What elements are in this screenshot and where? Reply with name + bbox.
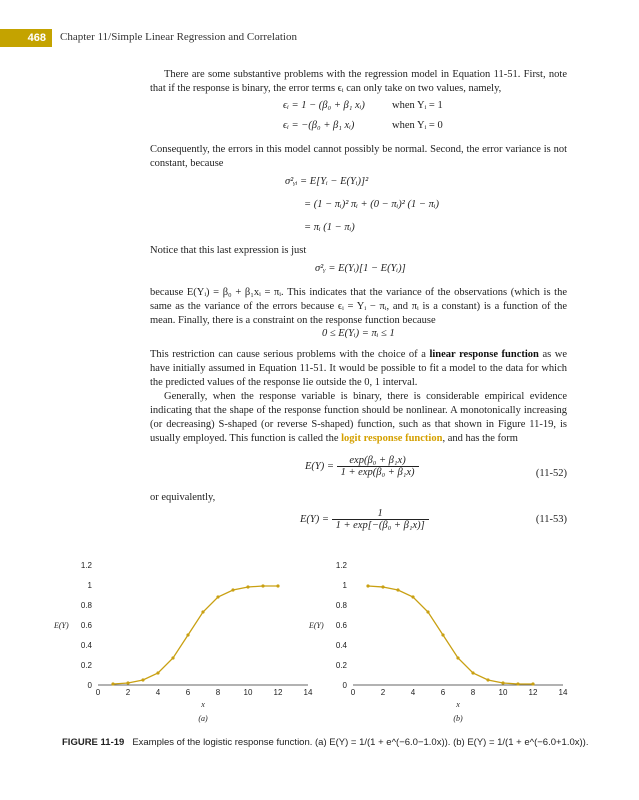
equation-11-53: E(Y) = $\frac{1}{\text{1 + exp[−(β₀ + β₁x)]}}$ [300,508,429,531]
chapter-title: Chapter 11/Simple Linear Regression and Correlation [60,31,297,43]
eq52-denominator: 1 + exp(β₀ + β₁x) [340,467,415,478]
y-tick-label: 0 [342,681,347,690]
eq52-numerator: exp(β₀ + β₁x) [337,455,419,467]
data-point [171,656,174,659]
x-tick-label: 0 [95,688,101,697]
x-tick-label: 14 [558,688,568,697]
y-tick-label: 0 [87,681,92,690]
y-tick-label: 0.6 [80,621,92,630]
data-point [261,584,264,587]
data-point [141,678,144,681]
y-tick-label: 0.8 [80,601,92,610]
x-tick-label: 14 [303,688,313,697]
x-tick-label: 6 [185,688,191,697]
data-point [531,682,534,685]
y-tick-label: 0.2 [80,661,92,670]
data-point [246,585,249,588]
error-condition-1: when Yᵢ = 1 [392,100,443,111]
linear-response-function-term: linear response function [429,349,539,360]
subfigure-label: (b) [453,714,463,723]
error-equation-2: ϵᵢ = −(β₀ + β₁ xᵢ) [283,120,355,131]
y-tick-label: 0.2 [335,661,347,670]
variance-expression: σ²ᵧ = E(Yᵢ)[1 − E(Yᵢ)] [315,263,406,274]
x-tick-label: 8 [470,688,476,697]
x-tick-label: 4 [155,688,161,697]
y-axis-label: E(Y) [54,621,69,630]
x-tick-label: 10 [498,688,508,697]
data-point [381,585,384,588]
data-point [516,682,519,685]
constraint-equation: 0 ≤ E(Yᵢ) = πᵢ ≤ 1 [322,328,395,339]
paragraph-2: Consequently, the errors in this model cannot possibly be normal. Second, the error variance is not constant, because [150,144,567,169]
x-tick-label: 0 [350,688,356,697]
figure-caption [62,737,588,748]
variance-equation-line-3: = πᵢ (1 − πᵢ) [304,222,355,233]
paragraph-6: Generally, when the response variable is binary, there is considerable empirical evidence indicating that the shape of the response function should be nonlinear. A monotonically increasing (or decreasing) S-shaped (or reverse S-shaped) function, such as that shown in Figure 11-19, is usually employed. This function is called the logit response function, and has the form [150,391,567,444]
x-tick-label: 4 [410,688,416,697]
logistic-chart-b [305,555,575,725]
data-point [471,671,474,674]
x-tick-label: 2 [380,688,386,697]
page-header [0,29,639,47]
data-point [231,588,234,591]
data-point [276,584,279,587]
error-equation-1: ϵᵢ = 1 − (β₀ + β₁ xᵢ) [283,100,365,111]
series-line [368,586,533,684]
equation-number-11-52: (11-52) [535,468,567,479]
figure-label: FIGURE 11-19 [62,737,125,748]
data-point [411,595,414,598]
figure-caption-text: Examples of the logistic response function. (a) E(Y) = 1/(1 + e^(−6.0−1.0x)). (b) E(Y) = 1/(1 + e^(−6.0+1.0x)). [132,737,589,748]
y-tick-label: 0.4 [80,641,92,650]
logistic-chart-a [50,555,320,725]
data-point [366,584,369,587]
paragraph-4: because E(Yᵢ) = β₀ + β₁xᵢ = πᵢ. This indicates that the variance of the observations (which is the same as the variance of the errors because ϵᵢ = Yᵢ − πᵢ, and πᵢ is a constant) is a function of the mean. Finally, there is a constraint on the response function because [150,287,567,326]
data-point [216,595,219,598]
paragraph-7: or equivalently, [150,492,216,503]
logit-response-function-term: logit response function [341,433,443,444]
equation-number-11-53: (11-53) [535,514,567,525]
x-tick-label: 6 [440,688,446,697]
subfigure-label: (a) [198,714,208,723]
paragraph-1: There are some substantive problems with the regression model in Equation 11-51. First, note that if the response is binary, the error terms ϵᵢ can only take on two values, namely, [150,69,567,94]
eq53-numerator: 1 [332,508,429,520]
y-tick-label: 0.4 [335,641,347,650]
y-tick-label: 1.2 [335,561,347,570]
y-axis-label: E(Y) [309,621,324,630]
error-condition-2: when Yᵢ = 0 [392,120,443,131]
eq53-denominator: 1 + exp[−(β₀ + β₁x)] [335,520,425,531]
y-tick-label: 0.8 [335,601,347,610]
x-tick-label: 2 [125,688,131,697]
paragraph-3: Notice that this last expression is just [150,245,307,256]
data-point [156,671,159,674]
data-point [201,610,204,613]
data-point [486,678,489,681]
y-tick-label: 1 [342,581,347,590]
x-axis-label: x [201,700,205,709]
x-tick-label: 12 [273,688,283,697]
paragraph-5: This restriction can cause serious problems with the choice of a linear response function as we have initially assumed in Equation 11-51. It would be possible to fit a model to the data for which the predicted values of the response lie outside the 0, 1 interval. Generally, when the response variable is binary, there is considerable empirical evidence indicating that the shape of the response function should be nonlinear. A monotonically increasing (or decreasing) S-shaped (or reverse S-shaped) function, such as that shown in Figure 11-19, is usually employed. This function is called the logit response function, and has the form [150,349,568,444]
variance-equation-line-1: σ²ᵧᵢ = E[Yᵢ − E(Yᵢ)]² [285,176,369,187]
x-tick-label: 10 [243,688,253,697]
y-tick-label: 1 [87,581,92,590]
y-tick-label: 0.6 [335,621,347,630]
data-point [426,610,429,613]
data-point [186,633,189,636]
data-point [456,656,459,659]
y-tick-label: 1.2 [80,561,92,570]
page-number: 468 [0,29,52,47]
data-point [126,681,129,684]
series-line [113,586,278,684]
variance-equation-line-2: = (1 − πᵢ)² πᵢ + (0 − πᵢ)² (1 − πᵢ) [304,199,440,210]
x-tick-label: 12 [528,688,538,697]
x-axis-label: x [456,700,460,709]
data-point [396,588,399,591]
x-tick-label: 8 [215,688,221,697]
data-point [111,682,114,685]
equation-11-52: E(Y) = $\frac{\text{exp(β₀ + β₁x)}}{\text{1 + exp(β₀ + β₁x)}}$ [305,455,419,478]
data-point [441,633,444,636]
data-point [501,681,504,684]
